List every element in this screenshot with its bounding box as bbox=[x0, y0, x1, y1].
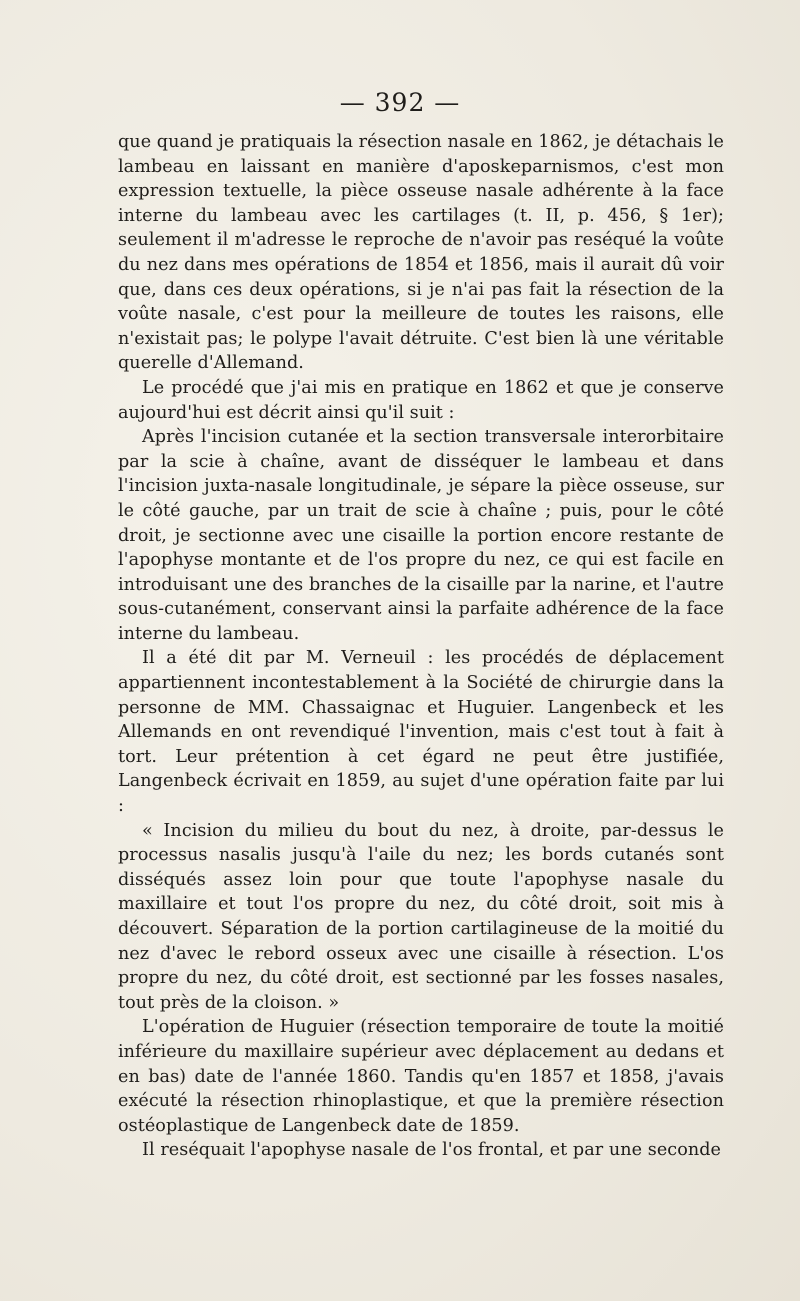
page-number: — 392 — bbox=[339, 88, 461, 117]
body-text bbox=[118, 130, 724, 1163]
paragraph-2: Le procédé que j'ai mis en pratique en 1862 et que je conserve aujourd'hui est décrit ainsi qu'il suit : bbox=[118, 377, 724, 423]
paragraph-7: Il reséquait l'apophyse nasale de l'os frontal, et par une seconde bbox=[142, 1140, 721, 1161]
paragraph-6: L'opération de Huguier (résection temporaire de toute la moitié inférieure du maxillaire supérieur avec déplacement au dedans et en bas) date de l'année 1860. Tandis qu'en 1857 et 1858, j'avais exécuté la résection rhinoplastique, et que la première résection ostéoplastique de Langenbeck date de 1859. bbox=[118, 1017, 724, 1136]
paragraph-3: Après l'incision cutanée et la section transversale interorbitaire par la scie à chaîne, avant de disséquer le lambeau et dans l'incision juxta-nasale longitudinale, je sépare la pièce osseuse, sur le côté gauche, par un trait de scie à chaîne ; puis, pour le côté droit, je sectionne avec une cisaille la portion encore restante de l'apophyse montante et de l'os propre du nez, ce qui est facile en introduisant une des branches de la cisaille par la narine, et l'autre sous-cutanément, conservant ainsi la parfaite adhérence de la face interne du lambeau. bbox=[118, 427, 724, 644]
paragraph-5-quote: « Incision du milieu du bout du nez, à droite, par-dessus le processus nasalis jusqu'à l'aile du nez; les bords cutanés sont disséqués assez loin pour que toute l'apophyse nasale du maxillaire et tout l'os propre du nez, du côté droit, soit mis à découvert. Séparation de la portion cartilagineuse de la moitié du nez d'avec le rebord osseux avec une cisaille à résection. L'os propre du nez, du côté droit, est sectionné par les fosses nasales, tout près de la cloison. » bbox=[118, 820, 724, 1013]
paragraph-4: Il a été dit par M. Verneuil : les procédés de déplacement appartiennent incontestablement à la Société de chirurgie dans la personne de MM. Chassaignac et Huguier. Langenbeck et les Allemands en ont revendiqué l'invention, mais c'est tout à fait à tort. Leur prétention à cet égard ne peut être justifiée, Langenbeck écrivait en 1859, au sujet d'une opération faite par lui : bbox=[118, 648, 724, 817]
paragraph-1: que quand je pratiquais la résection nasale en 1862, je détachais le lambeau en laissant en manière d'aposkeparnismos, c'est mon expression textuelle, la pièce osseuse nasale adhérente à la face interne du lambeau avec les cartilages (t. II, p. 456, § 1er); seulement il m'adresse le reproche de n'avoir pas reséqué la voûte du nez dans mes opérations de 1854 et 1856, mais il aurait dû voir que, dans ces deux opérations, si je n'ai pas fait la résection de la voûte nasale, c'est pour la meilleure de toutes les raisons, elle n'existait pas; le polype l'avait détruite. C'est bien là une véritable querelle d'Allemand. bbox=[118, 132, 724, 374]
